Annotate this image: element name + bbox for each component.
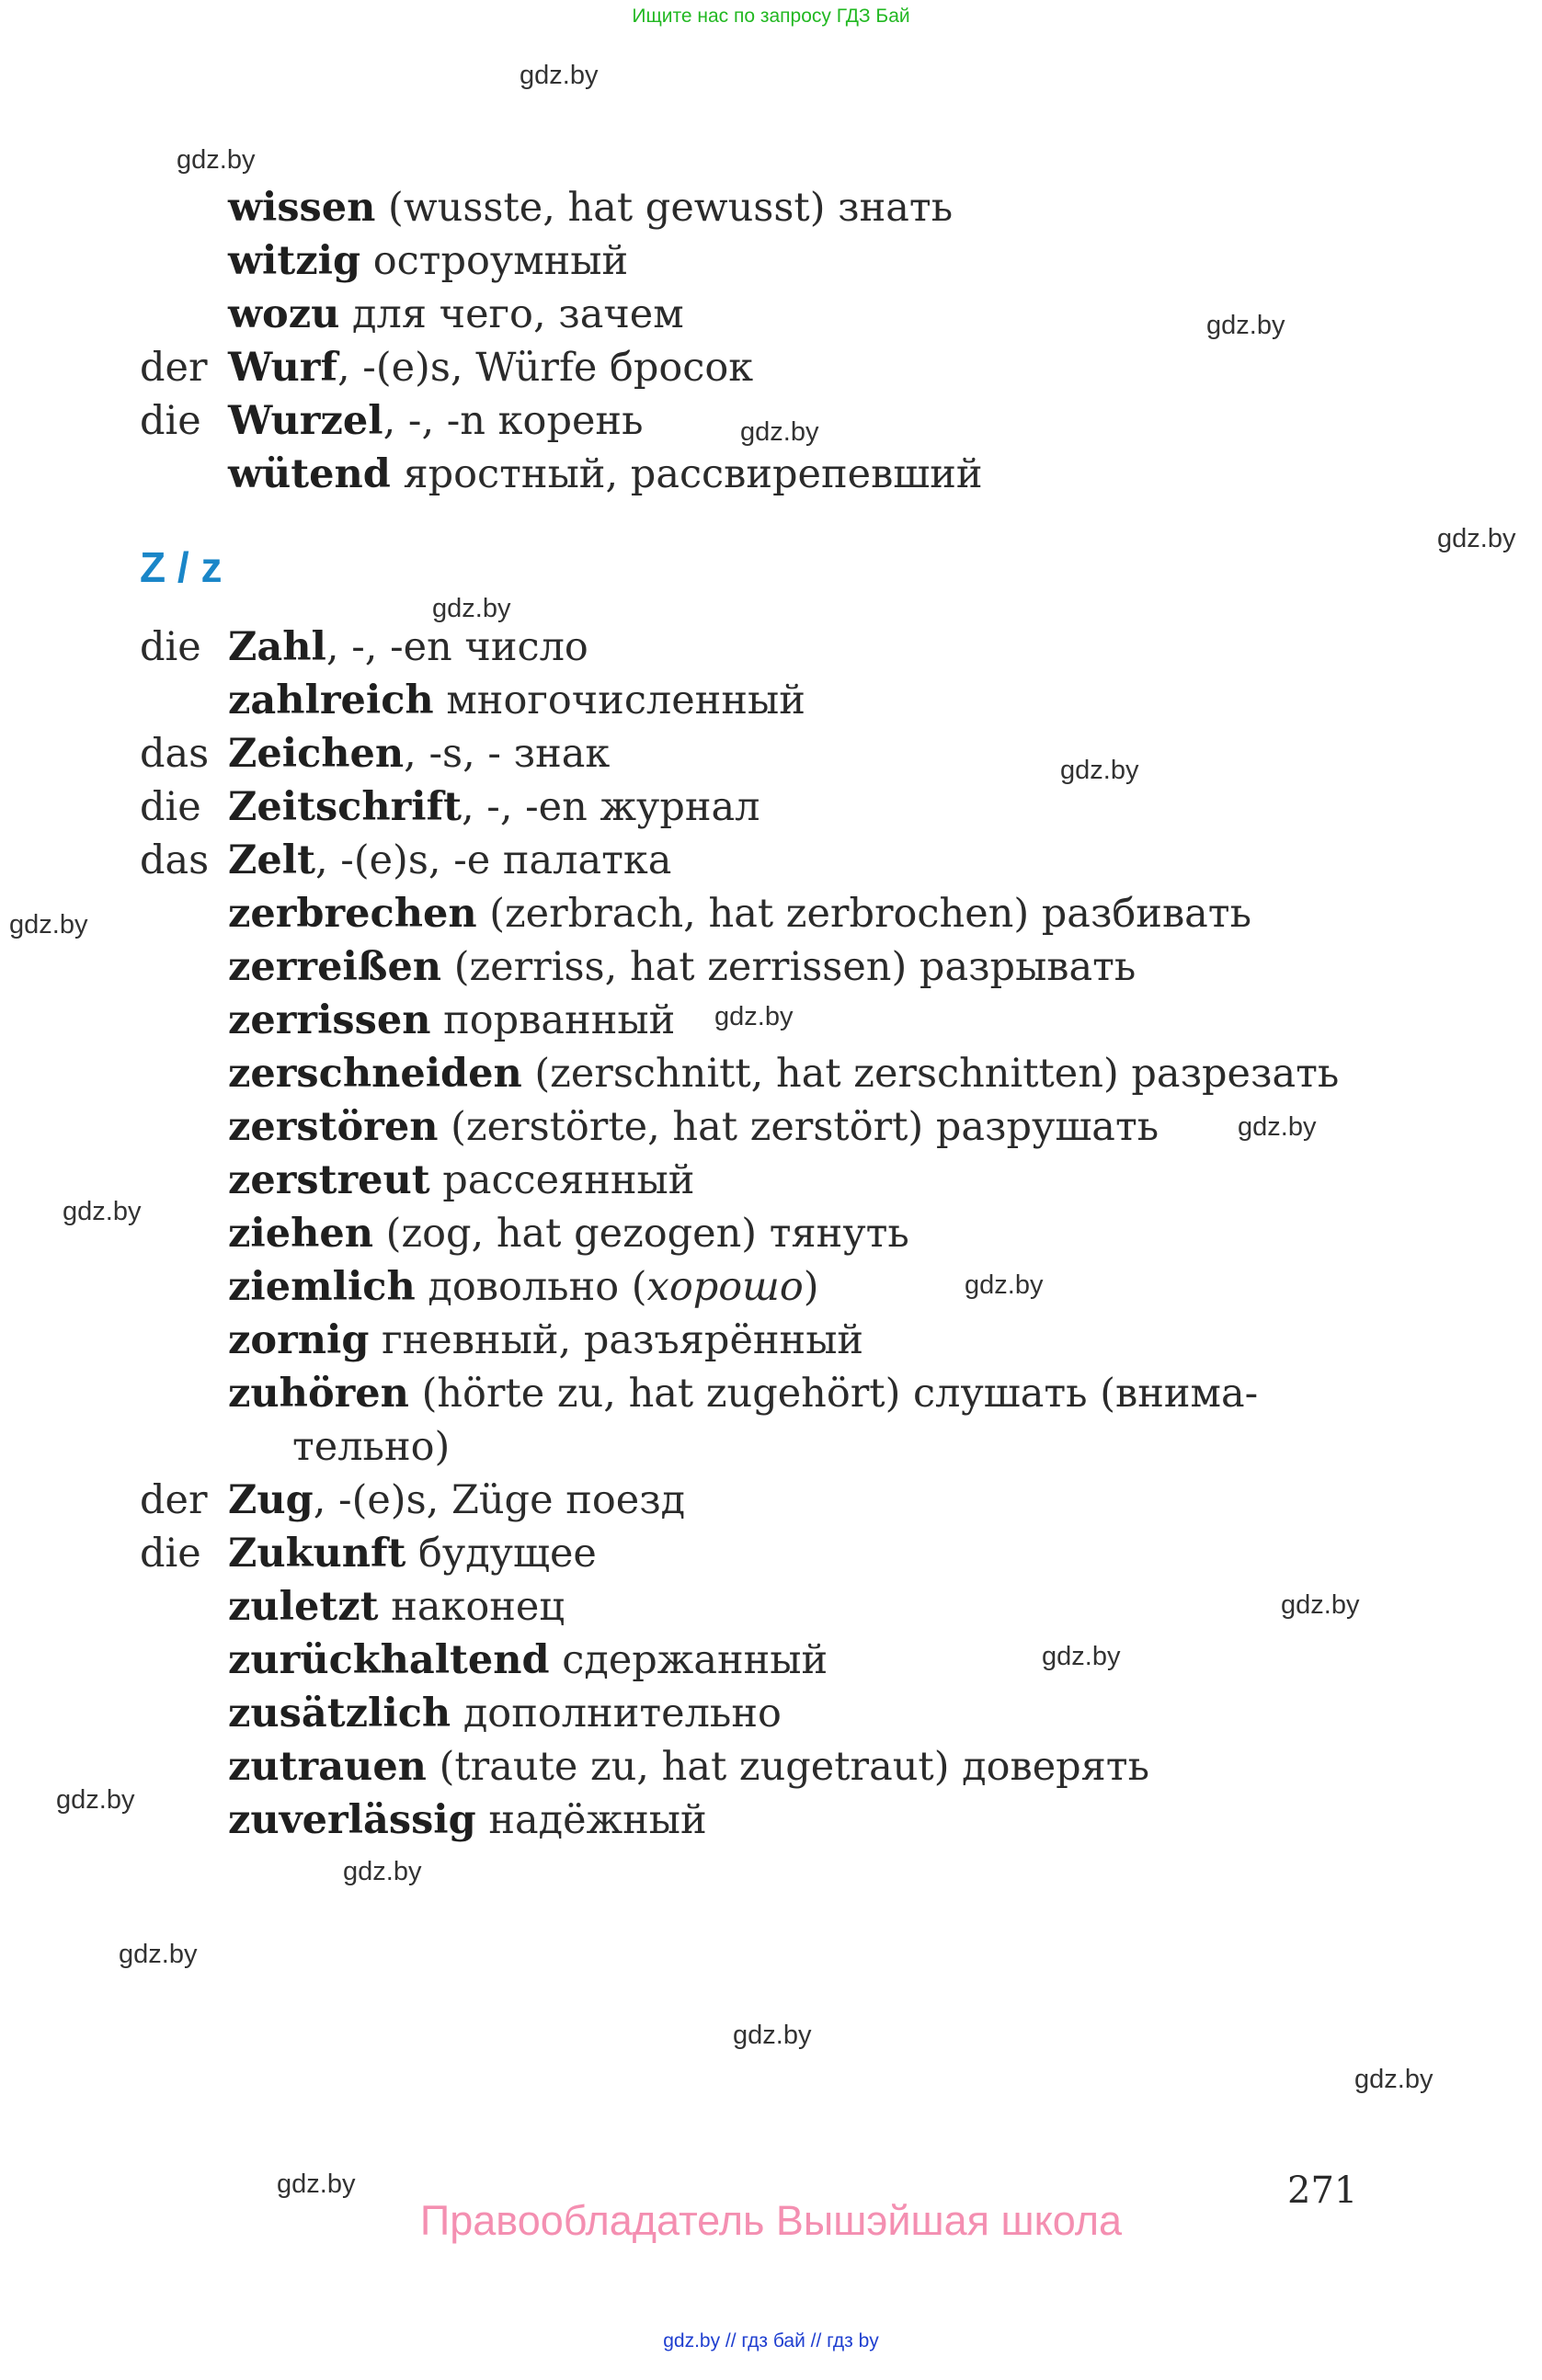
entry-lemma: Wurzel xyxy=(228,398,383,444)
entry-article: die xyxy=(140,784,201,830)
entry-translation: доверять xyxy=(949,1744,1150,1790)
list-item-continuation xyxy=(0,1420,1542,1474)
entry-translation: гневный, разъярённый xyxy=(369,1317,864,1363)
list-item xyxy=(0,1207,1542,1260)
entry-forms: (traute zu, hat zugetraut) xyxy=(426,1744,950,1790)
list-item xyxy=(0,1794,1542,1847)
list-item xyxy=(0,674,1542,727)
entry-translation: знать xyxy=(825,185,954,231)
entry-translation: слушать (внима- xyxy=(900,1371,1259,1417)
watermark: gdz.by xyxy=(733,2021,812,2050)
entry-lemma: zornig xyxy=(228,1317,370,1363)
watermark: gdz.by xyxy=(9,910,88,939)
watermark: gdz.by xyxy=(1354,2065,1433,2094)
entry-lemma: zurückhaltend xyxy=(228,1637,550,1683)
list-item xyxy=(0,1687,1542,1740)
entry-translation: тянуть xyxy=(757,1211,909,1257)
watermark: gdz.by xyxy=(1238,1112,1317,1142)
entry-lemma: Zug xyxy=(228,1477,314,1523)
watermark: gdz.by xyxy=(520,61,599,90)
entry-lemma: zerrissen xyxy=(228,997,431,1043)
entry-translation: знак xyxy=(500,731,611,777)
entry-forms: (hörte zu, hat zugehört) xyxy=(408,1371,901,1417)
watermark: gdz.by xyxy=(1042,1642,1121,1671)
entry-translation: корень xyxy=(485,398,644,444)
entry-article: die xyxy=(140,398,201,444)
entry-translation: яростный, рассвирепевший xyxy=(390,451,983,497)
entry-translation: разрушать xyxy=(923,1104,1159,1150)
watermark: gdz.by xyxy=(432,594,511,623)
entry-translation: число xyxy=(451,624,588,670)
entry-translation: надёжный xyxy=(475,1797,707,1843)
entry-translation: разрывать xyxy=(907,944,1137,990)
entry-forms: , -(e)s, Züge xyxy=(313,1477,554,1523)
entry-lemma: witzig xyxy=(228,238,361,284)
watermark: gdz.by xyxy=(1281,1590,1360,1620)
entry-article: der xyxy=(140,1477,208,1523)
entry-article: der xyxy=(140,345,208,391)
list-item xyxy=(0,727,1542,780)
entry-translation: журнал xyxy=(587,784,760,830)
entry-forms: (zerriss, hat zerrissen) xyxy=(441,944,908,990)
entry-translation: тельно) xyxy=(292,1424,451,1470)
entry-forms: , -, -en xyxy=(326,624,452,670)
entry-translation: довольно (хорошо) xyxy=(415,1264,819,1310)
list-item xyxy=(0,1314,1542,1367)
entry-translation: наконец xyxy=(378,1584,565,1630)
list-item xyxy=(0,234,1542,288)
watermark: gdz.by xyxy=(740,417,819,447)
entry-translation: будущее xyxy=(405,1531,597,1577)
entry-lemma: zusätzlich xyxy=(228,1691,451,1737)
list-item xyxy=(0,834,1542,887)
entry-forms: (zerstörte, hat zerstört) xyxy=(438,1104,924,1150)
entry-translation: поезд xyxy=(553,1477,686,1523)
list-item xyxy=(0,341,1542,394)
entry-translation: рассеянный xyxy=(429,1157,695,1203)
list-item xyxy=(0,887,1542,940)
entry-translation: разрезать xyxy=(1118,1051,1340,1097)
entry-lemma: zuverlässig xyxy=(228,1797,476,1843)
list-item xyxy=(0,394,1542,448)
entry-lemma: Zahl xyxy=(228,624,326,670)
entry-lemma: zutrauen xyxy=(228,1744,427,1790)
entry-lemma: zerstreut xyxy=(228,1157,430,1203)
watermark: gdz.by xyxy=(1437,524,1516,553)
list-item xyxy=(0,1154,1542,1207)
entry-translation: сдержанный xyxy=(549,1637,828,1683)
entry-forms: , -(e)s, -e xyxy=(314,837,491,883)
list-item xyxy=(0,1580,1542,1634)
list-item xyxy=(0,1634,1542,1687)
list-item xyxy=(0,1740,1542,1794)
entry-lemma: zuletzt xyxy=(228,1584,379,1630)
entry-translation: порванный xyxy=(430,997,676,1043)
entry-lemma: wütend xyxy=(228,451,391,497)
entry-lemma: zerbrechen xyxy=(228,891,477,937)
list-item xyxy=(0,1474,1542,1527)
entry-forms: , -, -en xyxy=(461,784,588,830)
watermark: gdz.by xyxy=(1060,756,1139,785)
entry-translation: для чего, зачем xyxy=(339,291,684,337)
list-item xyxy=(0,780,1542,834)
entry-forms: , -s, - xyxy=(404,731,501,777)
entry-lemma: Zelt xyxy=(228,837,315,883)
entry-forms: (zerbrach, hat zerbrochen) xyxy=(476,891,1030,937)
entry-article: das xyxy=(140,837,210,883)
entry-translation: бросок xyxy=(597,345,754,391)
entry-lemma: ziemlich xyxy=(228,1264,416,1310)
bottom-links[interactable]: gdz.by // гдз бай // гдз by xyxy=(663,2330,879,2352)
list-item xyxy=(0,940,1542,994)
entry-forms: , -, -n xyxy=(383,398,486,444)
list-item xyxy=(0,1367,1542,1420)
entry-lemma: Zeichen xyxy=(228,731,405,777)
list-item xyxy=(0,1100,1542,1154)
entry-translation-italic: хорошо xyxy=(646,1264,804,1310)
entry-lemma: zerstören xyxy=(228,1104,439,1150)
entry-forms: (wusste, hat gewusst) xyxy=(375,185,826,231)
watermark: gdz.by xyxy=(965,1270,1044,1300)
section-heading: Z / z xyxy=(140,543,223,591)
list-item xyxy=(0,448,1542,501)
entry-lemma: zerreißen xyxy=(228,944,442,990)
entry-translation: разбивать xyxy=(1029,891,1251,937)
entry-forms: (zog, hat gezogen) xyxy=(373,1211,758,1257)
watermark: gdz.by xyxy=(343,1857,422,1886)
copyright-notice: Правообладатель Вышэйшая школа xyxy=(419,2197,1123,2244)
entry-lemma: Wurf xyxy=(228,345,337,391)
list-item xyxy=(0,181,1542,234)
entry-lemma: Zeitschrift xyxy=(228,784,462,830)
entry-lemma: wozu xyxy=(228,291,340,337)
watermark: gdz.by xyxy=(1206,311,1285,340)
entry-article: die xyxy=(140,1531,201,1577)
top-banner: Ищите нас по запросу ГДЗ Бай xyxy=(632,6,910,27)
page-number: 271 xyxy=(1287,2169,1358,2212)
entry-translation: остроумный xyxy=(360,238,629,284)
entry-translation: палатка xyxy=(490,837,672,883)
watermark: gdz.by xyxy=(63,1197,142,1226)
watermark: gdz.by xyxy=(714,1002,794,1031)
list-item xyxy=(0,1527,1542,1580)
watermark: gdz.by xyxy=(277,2169,356,2199)
list-item xyxy=(0,1260,1542,1314)
entry-lemma: zahlreich xyxy=(228,678,434,723)
entry-lemma: zerschneiden xyxy=(228,1051,522,1097)
entry-lemma: zuhören xyxy=(228,1371,409,1417)
entry-lemma: ziehen xyxy=(228,1211,373,1257)
watermark: gdz.by xyxy=(56,1785,135,1815)
entry-article: das xyxy=(140,731,210,777)
list-item xyxy=(0,621,1542,674)
entry-lemma: Zukunft xyxy=(228,1531,406,1577)
entry-article: die xyxy=(140,624,201,670)
list-item xyxy=(0,1047,1542,1100)
entry-forms: , -(e)s, Würfe xyxy=(337,345,598,391)
entry-translation: дополнительно xyxy=(451,1691,782,1737)
entry-forms: (zerschnitt, hat zerschnitten) xyxy=(521,1051,1119,1097)
watermark: gdz.by xyxy=(119,1940,198,1969)
list-item xyxy=(0,288,1542,341)
list-item xyxy=(0,994,1542,1047)
entry-translation: многочисленный xyxy=(433,678,805,723)
entry-lemma: wissen xyxy=(228,185,376,231)
watermark: gdz.by xyxy=(177,145,256,175)
